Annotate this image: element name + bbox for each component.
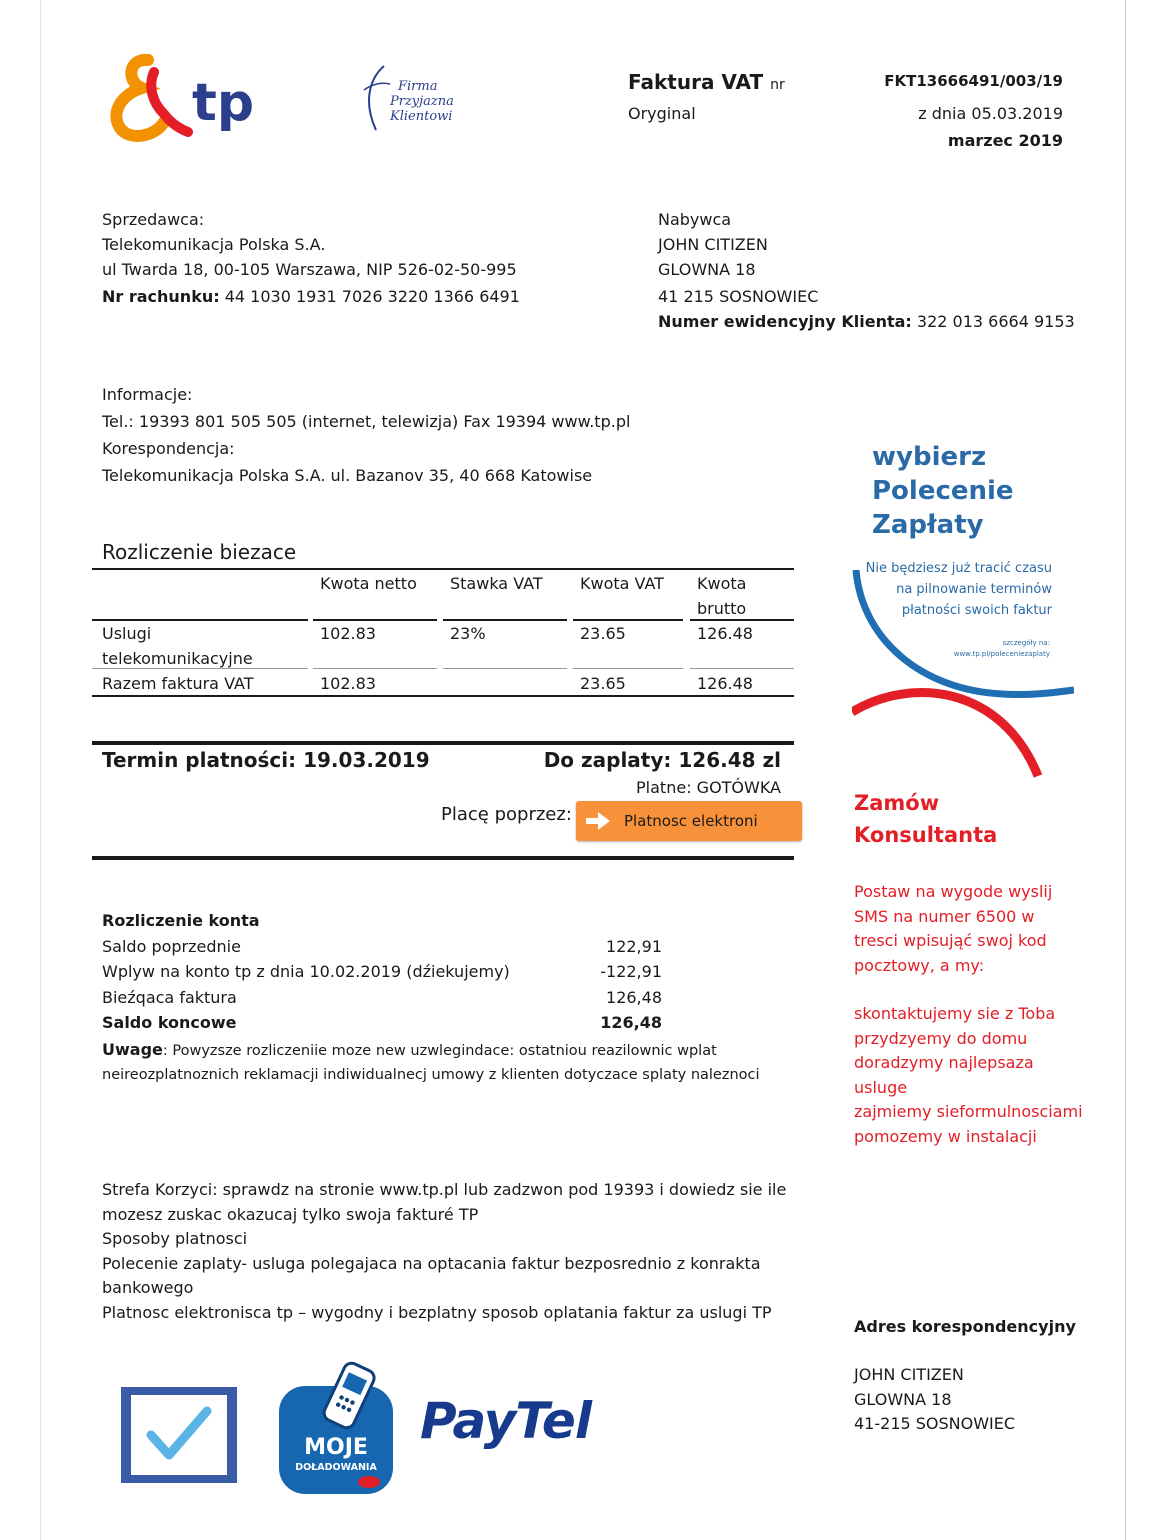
- pay-via-label: Placę poprzez:: [441, 804, 572, 825]
- account-row-label: Wplyw na konto tp z dnia 10.02.2019 (dźiekujemy): [102, 962, 510, 981]
- account-row-label: Bieźqaca faktura: [102, 987, 237, 1007]
- row1-netto: 102.83: [320, 624, 376, 643]
- footer-line: Polecenie zaplaty- usluga polegajaca na optacania faktur bezposrednio z konrakta: [102, 1253, 761, 1273]
- account-row: [102, 934, 662, 960]
- info-corr-label: Korespondencja:: [102, 439, 235, 458]
- buyer-client-value: 322 013 6664 9153: [916, 312, 1075, 331]
- order-consultant-2: Konsultanta: [854, 823, 998, 847]
- account-note: [102, 1038, 802, 1087]
- row1-rule-5: [690, 668, 794, 669]
- sms-instructions: [854, 880, 1094, 978]
- electronic-payment-label: Platnosc elektroni: [624, 812, 758, 830]
- footer-line: mozesz zuskac okazucaj tylko swoja fakturé TP: [102, 1204, 479, 1224]
- header-brutto: [697, 571, 746, 621]
- info-tel: Tel.: 19393 801 505 505 (internet, telewizja) Fax 19394 www.tp.pl: [102, 412, 631, 431]
- account-row-value: 126,48: [600, 1013, 662, 1032]
- benefit-line: zajmiemy sieformulnosciami: [854, 1102, 1083, 1121]
- row2-vat: 23.65: [580, 674, 626, 693]
- checkmark-logo: [119, 1385, 239, 1485]
- sms-line: pocztowy, a my:: [854, 955, 985, 975]
- benefit-line: przydzyemy do domu: [854, 1028, 1028, 1048]
- ad-subtext-3: płatności swoich faktur: [901, 603, 1052, 618]
- row1-vat: 23.65: [580, 624, 626, 643]
- header-brutto-1: Kwota: [697, 574, 747, 593]
- account-row-value: -122,91: [600, 962, 662, 981]
- row1-rule-1: [92, 668, 308, 669]
- account-title: Rozliczenie konta: [102, 911, 260, 930]
- address-line: GLOWNA 18: [854, 1389, 952, 1409]
- firma-line-1: Firma: [398, 79, 438, 94]
- sms-line: SMS na numer 6500 w: [854, 906, 1035, 926]
- account-note-label: Uwage: [102, 1040, 163, 1059]
- firma-przyjazna-logo: [360, 60, 470, 136]
- account-block: [102, 908, 662, 1036]
- row2-brutto: 126.48: [697, 674, 753, 693]
- order-consultant-1: Zamów: [854, 791, 940, 815]
- footer-line: Strefa Korzyci: sprawdz na stronie www.tp.pl lub zadzwon pod 19393 i dowiedz sie ile: [102, 1180, 787, 1199]
- row1-rule-2: [313, 668, 437, 669]
- charges-title: Rozliczenie biezace: [102, 540, 297, 564]
- payment-due-date: Termin platności: 19.03.2019: [102, 748, 430, 772]
- invoice-title: [628, 70, 785, 94]
- footer-line: Sposoby platnosci: [102, 1229, 248, 1248]
- invoice-title-nr: nr: [770, 77, 785, 93]
- invoice-title-text: Faktura VAT: [628, 70, 764, 94]
- payment-method: Platne: GOTÓWKA: [636, 778, 781, 797]
- payment-amount: Do zaplaty: 126.48 zl: [543, 748, 781, 772]
- order-consultant-title: [854, 787, 997, 851]
- account-row-final: [102, 1010, 662, 1036]
- account-note-line-2: neireozplatnoznich reklamacji indiwidualnecj umowy z klienten dotyczace splaty naleznoci: [102, 1067, 760, 1083]
- account-row-label: Saldo poprzednie: [102, 936, 241, 956]
- buyer-label: Nabywca: [658, 210, 732, 229]
- account-row: [102, 985, 662, 1011]
- electronic-payment-button[interactable]: [576, 801, 802, 841]
- seller-block: [102, 207, 520, 309]
- sms-line: tresci wpisująć swoj kod: [854, 931, 1047, 950]
- row2-netto: 102.83: [320, 674, 376, 693]
- sms-line: Postaw na wygode wyslij: [854, 882, 1053, 901]
- header-netto: Kwota netto: [320, 574, 417, 593]
- ad-headline-2: Polecenie: [872, 476, 1014, 506]
- row1-rule-3: [443, 668, 567, 669]
- ad-arcs-graphic: [852, 440, 1074, 782]
- payment-top-rule: [92, 741, 794, 745]
- info-corr-address: Telekomunikacja Polska S.A. ul. Bazanov 35, 40 668 Katowise: [102, 466, 593, 485]
- ad-headline-3: Zapłaty: [872, 510, 984, 540]
- seller-account-value: 44 1030 1931 7026 3220 1366 6491: [224, 287, 520, 306]
- info-label: Informacje:: [102, 385, 193, 404]
- moje-text: MOJE: [304, 1435, 368, 1460]
- invoice-date: z dnia 05.03.2019: [918, 104, 1063, 123]
- correspondence-address: [854, 1363, 1015, 1437]
- footer-info: [102, 1178, 822, 1325]
- header-stawka: Stawka VAT: [450, 574, 543, 593]
- tp-logo-text: tp: [192, 73, 255, 133]
- ad-subtext-2: na pilnowanie terminów: [896, 582, 1052, 597]
- firma-line-3: Klientowi: [390, 109, 453, 124]
- row1-stawka: 23%: [450, 624, 486, 643]
- row1-name: [102, 621, 253, 671]
- header-brutto-2: brutto: [697, 599, 747, 618]
- footer-line: Platnosc elektronisca tp – wygodny i bezplatny sposob oplatania faktur za uslugi TP: [102, 1302, 772, 1322]
- checkmark-icon: [119, 1385, 239, 1485]
- buyer-city: 41 215 SOSNOWIEC: [658, 287, 819, 306]
- header-vat: Kwota VAT: [580, 574, 664, 593]
- ad-details-1: szczegóły na:: [1002, 639, 1050, 647]
- ad-headline-1: wybierz: [872, 442, 987, 472]
- row1-brutto: 126.48: [697, 624, 753, 643]
- doladowania-text: DOŁADOWANIA: [295, 1462, 377, 1473]
- seller-account: [102, 284, 520, 309]
- account-row: [102, 959, 662, 985]
- firma-line-2: Przyjazna: [390, 94, 454, 109]
- address-line: 41-215 SOSNOWIEC: [854, 1414, 1016, 1433]
- row2-name: Razem faktura VAT: [102, 674, 254, 693]
- buyer-name: JOHN CITIZEN: [658, 235, 768, 254]
- row1-name-2: telekomunikacyjne: [102, 649, 253, 668]
- account-note-line-1: [102, 1038, 802, 1063]
- service-benefits: [854, 1002, 1104, 1149]
- ad-subtext-1: Nie będziesz już tracić czasu: [865, 561, 1052, 576]
- invoice-original: Oryginal: [628, 104, 696, 123]
- buyer-street: GLOWNA 18: [658, 260, 756, 279]
- account-row-label: Saldo koncowe: [102, 1013, 237, 1032]
- seller-label: Sprzedawca:: [102, 210, 205, 229]
- row1-name-1: Uslugi: [102, 624, 152, 643]
- direct-debit-ad: [852, 440, 1074, 782]
- moje-doladowania-logo: [277, 1360, 395, 1498]
- footer-line: bankowego: [102, 1278, 194, 1297]
- table-top-rule: [92, 568, 794, 570]
- seller-account-label: Nr rachunku:: [102, 287, 220, 306]
- account-row-value: 126,48: [606, 987, 662, 1007]
- benefit-line: skontaktujemy sie z Toba: [854, 1004, 1056, 1023]
- correspondence-address-label: Adres korespondencyjny: [854, 1317, 1076, 1336]
- arrow-right-icon: [586, 812, 610, 830]
- seller-name: Telekomunikacja Polska S.A.: [102, 235, 326, 254]
- seller-address: ul Twarda 18, 00-105 Warszawa, NIP 526-02-50-995: [102, 260, 517, 279]
- account-row-value: 122,91: [606, 936, 662, 956]
- row1-rule-4: [573, 668, 683, 669]
- buyer-client-number: [658, 309, 1075, 334]
- invoice-number: FKT13666491/003/19: [884, 72, 1063, 90]
- info-block: [102, 381, 630, 489]
- benefit-line: pomozemy w instalacji: [854, 1126, 1037, 1146]
- invoice-month: marzec 2019: [947, 131, 1063, 150]
- address-line: JOHN CITIZEN: [854, 1365, 964, 1384]
- tp-logo: [108, 52, 268, 144]
- ad-details-2: www.tp.pl/poleceniezaplaty: [953, 650, 1050, 658]
- benefit-line: doradzymy najlepsaza: [854, 1053, 1034, 1072]
- benefit-line: usluge: [854, 1077, 908, 1097]
- buyer-client-label: Numer ewidencyjny Klienta:: [658, 312, 912, 331]
- table-bottom-rule: [92, 695, 794, 697]
- payment-bottom-rule: [92, 856, 794, 860]
- account-note-text: : Powyzsze rozliczeniie moze new uzwlegindace: ostatniou reazilownic wplat: [162, 1043, 717, 1059]
- paytel-logo: PayTel: [420, 1392, 591, 1450]
- buyer-block: [658, 207, 1075, 334]
